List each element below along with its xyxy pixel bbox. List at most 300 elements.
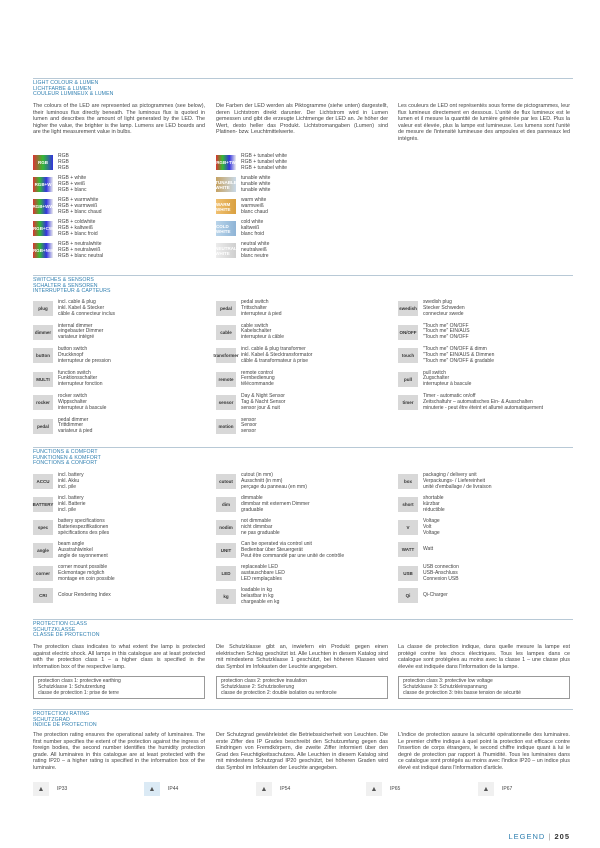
legend-item: [33, 519, 109, 536]
section-header-protection-class: [33, 619, 573, 639]
legend-line: "Touch me" ON/OFF & gradable: [423, 357, 495, 364]
legend-item: [216, 542, 344, 559]
rocker-icon: rocker: [33, 395, 53, 410]
accu-icon: ACCU: [33, 474, 53, 489]
legend-label: [58, 519, 109, 536]
legend-line: ne pas graduable: [241, 529, 280, 536]
legend-label: [423, 347, 494, 364]
legend-line: angle de rayonnement: [58, 552, 108, 559]
legend-line: câble & connecteur inclus: [58, 310, 115, 317]
section-title-de: SCHUTZGRAD: [33, 716, 71, 723]
light-text-de: Die Farben der LED werden als Piktogramme (siehe unten) dargestellt, deren Lichtstrom direkt darunter. Der Lichtstrom wird in Lumen gemessen und gibt die erzeugte Lichtmenge der LED an. Je höher der Wert, desto heller das Produkt. Lichtstromangaben (Lumen) sind Platinen- bzw. Leuchtmittelwerte.: [216, 103, 388, 136]
legend-label: [58, 565, 115, 582]
legend-item: [33, 394, 106, 411]
legend-line: internal dimmer: [58, 322, 93, 329]
legend-label: [423, 394, 543, 411]
ip-rating-item: [33, 782, 67, 796]
legend-line: RGB + weiß: [58, 180, 86, 187]
legend-item: [216, 242, 269, 259]
rgb-nw-icon: RGB+NW: [33, 243, 53, 258]
usb-icon: USB: [398, 566, 418, 581]
legend-label: [58, 347, 111, 364]
legend-item: [33, 565, 115, 582]
legend-line: RGB + coldwhite: [58, 219, 96, 225]
legend-line: LED remplaçables: [241, 575, 282, 582]
box-line: classe de protection 2: double isolation ou renforcée: [221, 689, 337, 696]
legend-line: "Touch me" EIN/AUS: [423, 328, 470, 335]
section-title-en: LIGHT COLOUR & LUMEN: [33, 80, 99, 86]
legend-line: graduable: [241, 506, 264, 513]
legend-label: [241, 588, 279, 605]
legend-line: loadable in kg: [241, 587, 272, 593]
qi-icon: Qi: [398, 588, 418, 603]
legend-line: RGB + tunabel white: [241, 164, 287, 171]
transformer-icon: transformer: [216, 348, 236, 363]
legend-line: warmweiß: [241, 202, 264, 209]
prating-text-en: The protection rating ensures the operational safety of luminaires. The first number specifies the extent of the protection against the ingress of foreign bodies, the second number identifies the humidity protection grade. All luminaires in this catalogue are at least protected with the rating IP20 – a higher rating is specified in the information box of the luminaire.: [33, 732, 205, 771]
rgb-w-icon: RGB+W: [33, 177, 53, 192]
legend-item: [398, 371, 471, 388]
legend-line: Connexion USB: [423, 575, 459, 582]
legend-line: Bedienbar über Steuergerät: [241, 546, 303, 553]
v-icon: V: [398, 520, 418, 535]
legend-line: variateur à pied: [58, 428, 93, 435]
legend-label: [58, 154, 69, 171]
legend-label: [423, 371, 471, 388]
pclass-text-en: The protection class indicates to what extent the lamp is protected against electric shock. All lamps in this catalogue are at least protected with the protection class 1 – a higher class is specified in the information box of the respective lamp.: [33, 644, 205, 670]
legend-label: [241, 324, 284, 341]
legend-item: [398, 347, 494, 364]
section-title-en: FUNCTIONS & COMFORT: [33, 449, 98, 455]
legend-label: [58, 176, 87, 193]
legend-line: neutralweiß: [241, 246, 267, 253]
legend-line: spécifications des piles: [58, 529, 110, 536]
ip-rating-item: [256, 782, 290, 796]
short-icon: short: [398, 497, 418, 512]
legend-line: inkl. Kabel & Stecker: [58, 304, 105, 311]
legend-item: [33, 371, 102, 388]
legend-line: replaceable LED: [241, 564, 278, 570]
plug-icon: plug: [33, 301, 53, 316]
legend-line: function switch: [58, 369, 91, 376]
legend-line: tunable white: [241, 180, 271, 187]
legend-line: USB connection: [423, 564, 459, 570]
legend-label: [241, 565, 285, 582]
legend-line: incl. cable & plug: [58, 299, 96, 305]
legend-line: pedal switch: [241, 299, 269, 305]
box-line: protection class 1: protective earthing: [38, 678, 121, 684]
legend-label: [241, 347, 312, 364]
legend-label: [423, 473, 492, 490]
legend-line: Watt: [423, 545, 434, 552]
legend-item: [216, 496, 310, 513]
legend-line: sensor jour & nuit: [241, 404, 280, 411]
legend-line: inkl. Akku: [58, 477, 80, 484]
legend-line: Qi-Charger: [423, 591, 448, 598]
legend-line: blanc neutre: [241, 252, 269, 259]
legend-item: [216, 565, 285, 582]
legend-line: Day & Night Sensor: [241, 393, 285, 399]
legend-item: [216, 418, 257, 435]
legend-line: neutral white: [241, 241, 270, 247]
legend-line: Trittdimmer: [58, 422, 84, 429]
watt-icon: WATT: [398, 542, 418, 557]
legend-label: [423, 593, 448, 599]
legend-line: cable switch: [241, 322, 269, 329]
motion-icon: motion: [216, 419, 236, 434]
legend-label: [58, 542, 108, 559]
legend-line: austauschbare LED: [241, 569, 285, 576]
legend-line: Zugschalter: [423, 375, 450, 382]
legend-line: not dimmable: [241, 518, 272, 524]
section-header-functions: [33, 447, 573, 467]
legend-line: inkl. Batterie: [58, 500, 86, 507]
legend-line: RGB + blanc froid: [58, 230, 98, 237]
swedish-icon: swedish: [398, 301, 418, 316]
legend-line: perçage du panneau (en mm): [241, 483, 307, 490]
legend-label: [241, 418, 257, 435]
legend-line: button switch: [58, 346, 88, 352]
legend-line: Can be operated via control unit: [241, 541, 312, 547]
legend-line: Druckknopf: [58, 351, 84, 358]
section-title-en: PROTECTION RATING: [33, 711, 90, 717]
legend-label: [241, 220, 264, 237]
light-text-en: The colours of the LED are represented as pictogrammes (see below), their luminous flux directly beneath. The luminous flux is quoted in lumen and describes the amount of light generated by the LED. The higher the value, the brighter is the lamp. Lumens are LED boards and are the light measurement value in bulbs.: [33, 103, 205, 136]
legend-line: interrupteur à câble: [241, 334, 285, 341]
legend-line: dimmbar mit externem Dimmer: [241, 500, 310, 507]
angle-icon: angle: [33, 543, 53, 558]
ip-rating-item: [144, 782, 178, 796]
legend-line: rocker switch: [58, 393, 88, 399]
legend-item: [216, 324, 284, 341]
ip-rating-label: IP44: [168, 786, 179, 792]
legend-line: réductible: [423, 506, 445, 513]
legend-label: [423, 300, 465, 317]
legend-label: [241, 154, 287, 171]
timer-icon: timer: [398, 395, 418, 410]
legend-line: Voltage: [423, 529, 440, 536]
legend-line: Stecker Schweden: [423, 304, 465, 311]
section-title-en: SWITCHES & SENSORS: [33, 277, 94, 283]
legend-label: [58, 371, 102, 388]
legend-line: Voltage: [423, 518, 440, 524]
legend-label: [58, 473, 84, 490]
section-header-light: [33, 78, 573, 98]
legend-line: sensor: [241, 416, 257, 423]
ip-rating-label: IP33: [57, 786, 68, 792]
legend-item: [216, 176, 270, 193]
legend-line: RGB + neutralweiß: [58, 246, 101, 253]
water-drop-icon: ▲: [33, 782, 49, 796]
legend-line: "Touch me" ON/OFF & dimm: [423, 346, 487, 352]
rgb-ww-icon: RGB+WW: [33, 199, 53, 214]
legend-line: kaltweiß: [241, 224, 260, 231]
legend-line: RGB: [58, 153, 69, 159]
legend-item: [398, 300, 465, 317]
legend-line: corner mount possible: [58, 564, 108, 570]
legend-line: Tag & Nacht Sensor: [241, 398, 286, 405]
dim-icon: dim: [216, 497, 236, 512]
legend-line: interrupteur à bascule: [58, 404, 107, 411]
legend-label: [58, 242, 103, 259]
legend-line: RGB + kaltweiß: [58, 224, 93, 231]
legend-line: swedish plug: [423, 299, 452, 305]
legend-label: [423, 547, 433, 553]
legend-item: [33, 418, 92, 435]
nodim-icon: nodim: [216, 520, 236, 535]
legend-label: [58, 324, 103, 341]
legend-label: [58, 593, 111, 599]
pedal-icon: pedal: [216, 301, 236, 316]
pclass-text-fr: La classe de protection indique, dans quelle mesure la lampe est protégé contre les chocs électriques. Tous les lampes dans ce catalogue sont protégées au moins avec la classe 1 – une classe plus élevée est indiquée dans l'information de la lampe.: [398, 644, 570, 670]
legend-line: RGB + neutralwhite: [58, 241, 102, 247]
section-title-fr: FONCTIONS & CONFORT: [33, 460, 98, 467]
section-title-de: SCHUTZKLASSE: [33, 626, 76, 633]
legend-line: Timer - automatic on/off: [423, 393, 476, 399]
legend-line: inkl. Kabel & Stecktransformator: [241, 351, 313, 358]
legend-label: [58, 300, 115, 317]
ip-rating-label: IP54: [280, 786, 291, 792]
legend-line: RGB + blanc: [58, 186, 87, 193]
legend-line: connecteur swede: [423, 310, 464, 317]
cri-icon: CRI: [33, 588, 53, 603]
protection-class-3-box: [398, 676, 570, 699]
legend-item: [33, 542, 108, 559]
water-drop-icon: ▲: [144, 782, 160, 796]
water-drop-icon: ▲: [478, 782, 494, 796]
legend-item: [216, 198, 268, 215]
legend-line: interrupteur fonction: [58, 381, 103, 388]
legend-line: tunable white: [241, 175, 271, 181]
legend-line: Verpackungs- / Liefereinheit: [423, 477, 485, 484]
legend-line: "Touch me" EIN/AUS & Dimmen: [423, 351, 495, 358]
legend-item: [216, 394, 285, 411]
spec-icon: spec: [33, 520, 53, 535]
legend-line: incl. cable & plug transformer: [241, 346, 306, 352]
button-icon: button: [33, 348, 53, 363]
legend-item: [216, 473, 307, 490]
section-title-fr: COULEUR LUMINEUX & LUMEN: [33, 91, 114, 98]
legend-line: remote control: [241, 369, 273, 376]
touch-icon: touch: [398, 348, 418, 363]
section-title-de: SCHALTER & SENSOREN: [33, 282, 98, 289]
multi-icon: MULTI: [33, 372, 53, 387]
legend-label: [58, 220, 98, 237]
ip-rating-label: IP65: [390, 786, 401, 792]
water-drop-icon: ▲: [366, 782, 382, 796]
box-icon: box: [398, 474, 418, 489]
cutout-icon: cutout: [216, 474, 236, 489]
legend-item: [33, 300, 115, 317]
legend-line: shortable: [423, 495, 444, 501]
legend-line: interrupteur de pression: [58, 357, 111, 364]
legend-label: [241, 542, 344, 559]
legend-line: RGB: [58, 158, 69, 165]
legend-label: [423, 496, 445, 513]
legend-line: interrupteur à bascule: [423, 381, 472, 388]
legend-line: Peut être commandé par une unité de contrôle: [241, 552, 345, 559]
legend-line: cold white: [241, 219, 264, 225]
legend-line: Trittschalter: [241, 304, 267, 311]
legend-item: [216, 588, 279, 605]
legend-line: RGB + warmweiß: [58, 202, 98, 209]
legend-line: "Touch me" ON/OFF: [423, 334, 469, 341]
legend-label: [58, 394, 106, 411]
rgb-tw-icon: RGB+TW: [216, 155, 236, 170]
legend-line: incl. battery: [58, 472, 84, 478]
legend-item: [33, 220, 98, 237]
legend-line: RGB + warmwhite: [58, 197, 99, 203]
legend-line: warm white: [241, 197, 267, 203]
legend-line: beam angle: [58, 541, 85, 547]
section-title-en: PROTECTION CLASS: [33, 621, 88, 627]
box-line: classe de protection 3: très basse tension de sécurité: [403, 689, 521, 696]
legend-line: kürzbar: [423, 500, 440, 507]
legend-line: RGB + tunabel white: [241, 153, 287, 159]
legend-item: [33, 154, 69, 171]
legend-label: [241, 496, 310, 513]
legend-line: câble & transformateur à prise: [241, 357, 308, 364]
legend-item: [33, 496, 86, 513]
on-off-icon: ON/OFF: [398, 325, 418, 340]
box-line: protection class 3: protective low voltage: [403, 678, 493, 684]
legend-line: battery specifications: [58, 518, 105, 524]
legend-item: [33, 588, 111, 603]
page-footer: LEGEND | 205: [508, 832, 570, 841]
section-header-protection-rating: [33, 709, 573, 729]
legend-line: RGB + blanc neutral: [58, 252, 104, 259]
legend-label: [423, 565, 459, 582]
legend-line: pull switch: [423, 369, 447, 376]
box-line: Schutzklasse 1: Schutzerdung: [38, 683, 106, 690]
box-line: Schutzklasse 2: Schutzisolierung: [221, 683, 295, 690]
legend-line: belastbar in kg: [241, 592, 274, 599]
legend-line: pedal dimmer: [58, 416, 89, 423]
legend-item: [216, 220, 264, 237]
legend-line: Ausschnitt (in mm): [241, 477, 283, 484]
legend-line: packaging / delivery unit: [423, 472, 477, 478]
legend-label: [241, 198, 268, 215]
legend-line: incl. pile: [58, 506, 77, 513]
box-line: classe de protection 1: prise de terre: [38, 689, 119, 696]
legend-line: USB-Anschluss: [423, 569, 458, 576]
legend-item: [33, 176, 87, 193]
legend-line: interrupteur à pied: [241, 310, 282, 317]
legend-line: incl. battery: [58, 495, 84, 501]
legend-line: dimmable: [241, 495, 263, 501]
legend-item: [398, 324, 470, 341]
legend-label: [58, 198, 102, 215]
legend-label: [241, 176, 270, 193]
battery-icon: BATTERY: [33, 497, 53, 512]
legend-item: [33, 198, 102, 215]
legend-line: eingebauter Dimmer: [58, 328, 104, 335]
cold-white-icon: COLD WHITE: [216, 221, 236, 236]
legend-item: [398, 394, 543, 411]
neutral-white-icon: NEUTRAL WHITE: [216, 243, 236, 258]
legend-line: variateur intégré: [58, 334, 95, 341]
box-line: protection class 2: protective insulation: [221, 678, 307, 684]
legend-label: [241, 394, 285, 411]
legend-item: [398, 588, 448, 603]
legend-line: cutout (in mm): [241, 472, 273, 478]
legend-line: Zeitschaltuhr – automatisches Ein- & Ausschalten: [423, 398, 533, 405]
pull-icon: pull: [398, 372, 418, 387]
ip-rating-item: [478, 782, 512, 796]
ip-rating-label: IP67: [502, 786, 513, 792]
legend-line: Volt: [423, 523, 432, 530]
kg-icon: kg: [216, 589, 236, 604]
legend-line: minuterie - peut être éteint et allumé automatiquement: [423, 404, 544, 411]
legend-item: [33, 242, 103, 259]
legend-item: [398, 542, 433, 557]
legend-label: [423, 324, 470, 341]
legend-line: Ausstrahlwinkel: [58, 546, 93, 553]
warm-white-icon: WARM WHITE: [216, 199, 236, 214]
protection-class-2-box: [216, 676, 388, 699]
legend-line: tunable white: [241, 186, 271, 193]
section-title-fr: CLASSE DE PROTECTION: [33, 632, 100, 639]
legend-label: [423, 519, 440, 536]
prating-text-fr: L'indice de protection assure la sécurité opérationnelle des luminaires. Le premier chiffre indique à quel point la protection est efficace contre l'insertion de corps étrangers, le second chiffre indique quant à lui le degré de protection par rapport à l'humidité. Tous les luminaires dans ce catalogue sont protégés au moins avec l'indice IP20 – un indice plus élevé est indiqué dans l'information d'article.: [398, 732, 570, 771]
rgb-cw-icon: RGB+CW: [33, 221, 53, 236]
legend-line: Colour Rendering Index: [58, 591, 111, 598]
legend-line: Batteriespezifikationen: [58, 523, 109, 530]
legend-line: RGB: [58, 164, 69, 171]
legend-line: sensor: [241, 428, 257, 435]
pedal-icon: pedal: [33, 419, 53, 434]
legend-item: [216, 300, 282, 317]
legend-line: montage en coin possible: [58, 575, 115, 582]
legend-line: Wippschalter: [58, 398, 87, 405]
prating-text-de: Der Schutzgrad gewährleistet die Betriebssicherheit von Leuchten. Die erste Ziffer des IP Grades beschreibt den Schutzumfang gegen das Eindringen von Fremdkörpern, die zweite Ziffer informiert über den Grad des Feuchtigkeitsschutzes. Alle Leuchten in diesem Katalog sind mit mindestens Schutzgrad IP20 geschützt, bei höheren Graden wird das Symbol im Infokasten der Leuchte angegeben.: [216, 732, 388, 771]
legend-line: télécommande: [241, 381, 274, 388]
legend-line: Sensor: [241, 422, 257, 429]
legend-line: "Touch me" ON/OFF: [423, 322, 469, 329]
legend-line: incl. pile: [58, 483, 77, 490]
section-header-switches: [33, 275, 573, 295]
box-line: Schutzklasse 3: Schutzkleinspannung: [403, 683, 487, 690]
legend-line: RGB + white: [58, 175, 87, 181]
legend-item: [33, 347, 111, 364]
legend-item: [216, 154, 287, 171]
legend-label: [241, 242, 269, 259]
legend-line: RGB + blanc chaud: [58, 208, 102, 215]
section-title-de: FUNKTIONEN & KOMFORT: [33, 454, 101, 461]
legend-item: [216, 519, 280, 536]
protection-class-1-box: [33, 676, 205, 699]
section-title-fr: INTERRUPTEUR & CAPTEURS: [33, 288, 111, 295]
tunable-white-icon: TUNABLE WHITE: [216, 177, 236, 192]
legend-label: [241, 519, 280, 536]
legend-label: [58, 418, 92, 435]
corner-icon: corner: [33, 566, 53, 581]
remote-icon: remote: [216, 372, 236, 387]
legend-label: [241, 300, 282, 317]
legend-item: [398, 473, 492, 490]
legend-label: [241, 371, 275, 388]
sensor-icon: sensor: [216, 395, 236, 410]
pclass-text-de: Die Schutzklasse gibt an, inwiefern ein Produkt gegen einen elektrischen Schlag geschützt ist. Alle Leuchten in diesem Katalog sind mit mindestens Schutzklasse 1 geschützt, bei höheren Klassen wird das Symbol im Infokasten der Leuchte angegeben.: [216, 644, 388, 670]
footer-label: LEGEND: [508, 832, 546, 841]
legend-item: [398, 565, 459, 582]
legend-item: [33, 324, 103, 341]
legend-item: [213, 346, 313, 364]
unit-icon: UNIT: [216, 543, 236, 558]
water-drop-icon: ▲: [256, 782, 272, 796]
legend-line: blanc froid: [241, 230, 265, 237]
legend-label: [58, 496, 86, 513]
